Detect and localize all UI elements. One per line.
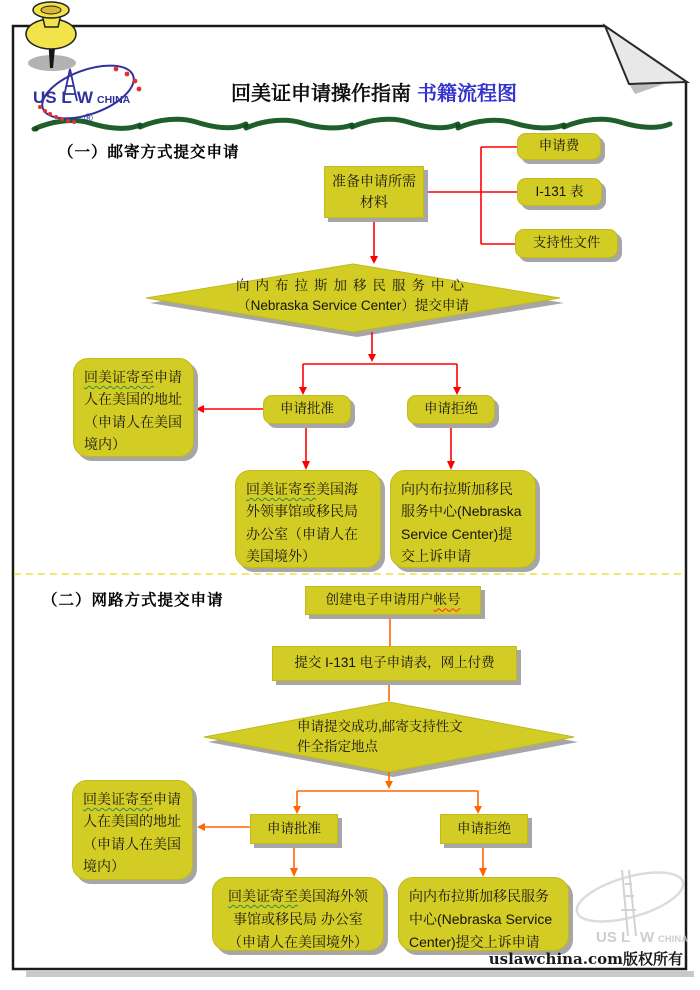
diamond-1-label — [153, 276, 553, 317]
node-mail-to-us-address-1-label-a: 回美证寄至 — [84, 369, 154, 385]
node-rejected-1 — [407, 395, 495, 424]
node-mail-to-us-address-2-label-b: 申请人在美国的地址（申请人在美国境内） — [83, 791, 181, 875]
page-title-black: 回美证申请操作指南 — [231, 81, 411, 105]
section1-heading: （一）邮寄方式提交申请 — [58, 144, 240, 161]
page-title — [231, 77, 517, 106]
node-create-account — [305, 586, 481, 615]
node-mail-to-us-address-2-label-a: 回美证寄至 — [83, 791, 153, 807]
node-supporting-documents-label: 支持性文件 — [532, 235, 601, 251]
watermark-text-china: CHINA — [658, 934, 689, 945]
node-prepare-materials-label: 准备申请所需材料 — [332, 173, 416, 210]
page-shadow — [26, 971, 694, 977]
node-rejected-1-label: 申请拒绝 — [424, 401, 478, 417]
node-prepare-materials — [324, 166, 424, 218]
diamond-1-line1: 向内布拉斯加移民服务中心 — [236, 278, 470, 293]
node-rejected-2 — [440, 814, 528, 844]
node-approved-2 — [250, 814, 338, 844]
node-submit-eform — [272, 646, 517, 681]
node-mail-to-us-address-1 — [73, 358, 194, 457]
node-approved-1 — [263, 395, 351, 424]
node-i131-form — [517, 178, 602, 206]
node-rejected-2-label: 申请拒绝 — [457, 820, 511, 836]
node-mail-to-consulate-2 — [212, 877, 384, 951]
copyright-text: uslawchina.com版权所有 — [488, 950, 683, 968]
node-appeal-1-label: 向内布拉斯加移民服务中心(Nebraska Service Center)提交上诉申请 — [401, 481, 522, 565]
watermark-text-w: W — [640, 929, 655, 946]
diamond-2-line1: 申请提交成功,邮寄支持性文 — [297, 719, 463, 734]
diamond-2-label — [297, 717, 517, 758]
node-application-fee — [517, 133, 601, 160]
page-title-blue: 书籍流程图 — [417, 81, 517, 105]
logo-text-usl: US L — [33, 88, 72, 107]
logo-registered-mark: ® — [84, 111, 93, 125]
node-supporting-documents — [515, 229, 618, 258]
node-mail-to-us-address-1-label-b: 申请人在美国的地址（申请人在美国境内） — [84, 369, 182, 453]
node-i131-form-label: I-131 表 — [535, 183, 584, 199]
logo-text-w: W — [77, 88, 94, 107]
node-approved-1-label: 申请批准 — [280, 401, 334, 417]
node-mail-to-consulate-2-label-b: 美国海外领事馆或移民局 办公室（申请人在美国境外） — [228, 888, 368, 951]
node-mail-to-us-address-2 — [72, 780, 193, 880]
section2-heading: （二）网路方式提交申请 — [42, 592, 224, 609]
node-submit-eform-label: 提交 I-131 电子申请表，网上付费 — [294, 655, 495, 671]
diamond-2-line2: 件全指定地点 — [297, 739, 378, 755]
node-appeal-2 — [398, 877, 569, 951]
node-mail-to-consulate-2-label-a: 回美证寄至 — [228, 888, 298, 904]
node-appeal-2-label: 向内布拉斯加移民服务中心(Nebraska Service Center)提交上诉申请 — [409, 888, 553, 951]
node-appeal-1 — [390, 470, 536, 568]
node-mail-to-consulate-1 — [235, 470, 381, 568]
node-create-account-label-b: 帐号 — [433, 592, 461, 608]
logo-text-china: CHINA — [97, 94, 131, 106]
node-approved-2-label: 申请批准 — [267, 820, 321, 836]
node-mail-to-consulate-1-label-b: 美国海外领事馆或移民局办公室（申请人在美国境外） — [246, 481, 358, 565]
watermark-text-usl: US L — [596, 929, 631, 946]
pushpin-icon — [26, 2, 76, 71]
diamond-1-line2: （Nebraska Service Center）提交申请 — [237, 298, 469, 314]
node-application-fee-label: 申请费 — [538, 138, 580, 154]
node-create-account-label-a: 创建电子申请用户 — [325, 592, 434, 608]
node-mail-to-consulate-1-label-a: 回美证寄至 — [246, 481, 316, 497]
